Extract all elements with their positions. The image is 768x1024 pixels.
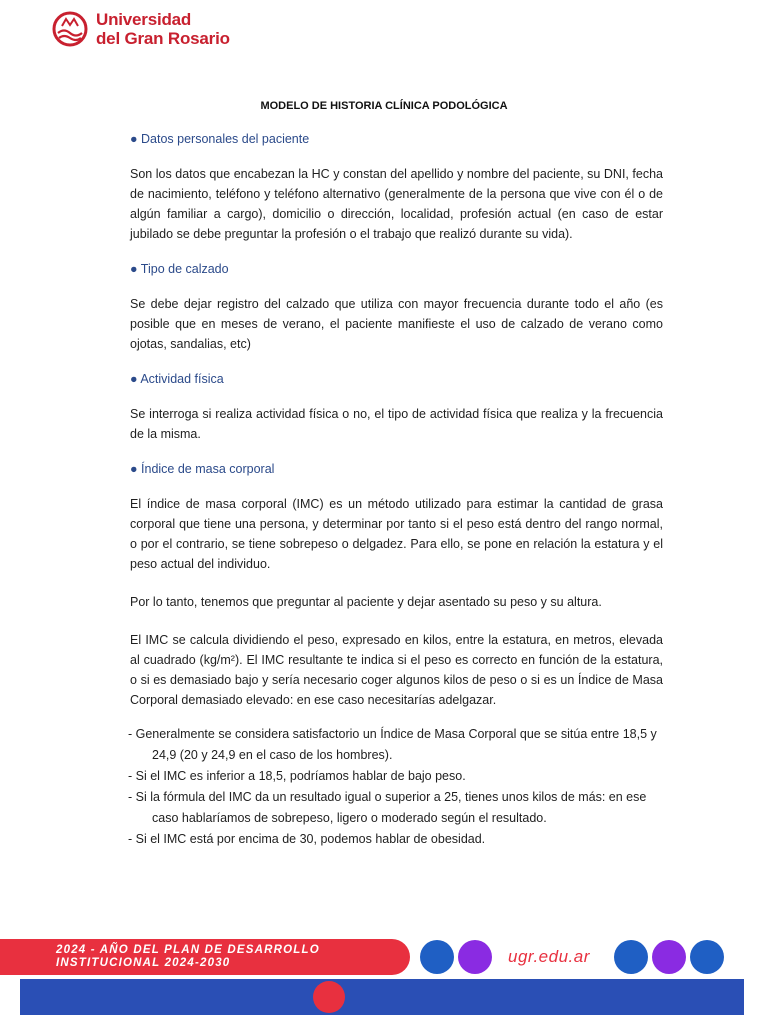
paragraph: Son los datos que encabezan la HC y constan del apellido y nombre del paciente, su DNI, fecha de nacimiento, teléfono y teléfono alternativo (generalmente de la persona que vive con él o de algún familiar a cargo), domicilio o dirección, localidad, profesión actual (en caso de estar jubilado se debe preguntar la profesión o el trabajo que realizó durante su vida). bbox=[130, 167, 663, 241]
purple-circle-icon bbox=[652, 940, 686, 974]
list-item: - Si la fórmula del IMC da un resultado igual o superior a 25, tienes unos kilos de más: en ese caso hablaríamos de sobrepeso, ligero o moderado según el resultado. bbox=[128, 790, 647, 825]
section-heading: ● Actividad física bbox=[130, 372, 224, 386]
section-heading: ● Tipo de calzado bbox=[130, 262, 229, 276]
document-body bbox=[130, 132, 663, 850]
footer-banner bbox=[44, 939, 410, 975]
list-item: - Generalmente se considera satisfactorio un Índice de Masa Corporal que se sitúa entre 18,5 y 24,9 (20 y 24,9 en el caso de los hombres). bbox=[128, 727, 657, 762]
footer-blue-bar bbox=[20, 979, 744, 1015]
section-footwear bbox=[130, 262, 663, 354]
purple-circle-icon bbox=[458, 940, 492, 974]
list-item: - Si el IMC está por encima de 30, podemos hablar de obesidad. bbox=[128, 832, 486, 846]
document-title: MODELO DE HISTORIA CLÍNICA PODOLÓGICA bbox=[260, 100, 508, 112]
paragraph: Se interroga si realiza actividad física o no, el tipo de actividad física que realiza y la frecuencia de la misma. bbox=[130, 407, 663, 441]
blue-circle-icon bbox=[420, 940, 454, 974]
section-heading: ● Datos personales del paciente bbox=[130, 132, 310, 146]
university-emblem-icon bbox=[52, 11, 88, 47]
paragraph: El índice de masa corporal (IMC) es un método utilizado para estimar la cantidad de grasa corporal que tiene una persona, y determinar por tanto si el peso está dentro del rango normal, o por el contrario, se tiene sobrepeso o delgadez. Para ello, se pone en relación la estatura y el peso actual del individuo. bbox=[130, 497, 663, 571]
list-item: - Si el IMC es inferior a 18,5, podríamos hablar de bajo peso. bbox=[128, 769, 466, 783]
logo-line-1: Universidad bbox=[96, 10, 192, 29]
university-logo bbox=[52, 10, 230, 48]
section-physical-activity bbox=[130, 372, 663, 444]
banner-line-2: INSTITUCIONAL 2024-2030 bbox=[56, 957, 231, 969]
section-personal-data bbox=[130, 132, 663, 244]
footer-url[interactable]: ugr.edu.ar bbox=[508, 947, 590, 966]
red-circle-icon bbox=[313, 981, 345, 1013]
blue-circle-icon bbox=[614, 940, 648, 974]
section-bmi bbox=[130, 462, 663, 850]
bmi-criteria-list bbox=[128, 724, 663, 850]
paragraph: Por lo tanto, tenemos que preguntar al paciente y dejar asentado su peso y su altura. bbox=[130, 595, 602, 609]
logo-line-2: del Gran Rosario bbox=[96, 29, 230, 48]
blue-circle-icon bbox=[690, 940, 724, 974]
section-heading: ● Índice de masa corporal bbox=[130, 462, 275, 476]
page-footer bbox=[0, 935, 768, 1024]
banner-line-1: 2024 - AÑO DEL PLAN DE DESARROLLO bbox=[56, 944, 320, 956]
paragraph: El IMC se calcula dividiendo el peso, expresado en kilos, entre la estatura, en metros, elevada al cuadrado (kg/m²). El IMC resultante te indica si el peso es correcto en función de la estatura, o si es demasiado bajo y sería necesario coger algunos kilos de peso o si es un Índice de Masa Corporal demasiado elevado: en ese caso necesitarías adelgazar. bbox=[130, 633, 663, 707]
paragraph: Se debe dejar registro del calzado que utiliza con mayor frecuencia durante todo el año (es posible que en meses de verano, el paciente manifieste el uso de calzado de verano como ojotas, sandalias, etc) bbox=[130, 297, 663, 351]
